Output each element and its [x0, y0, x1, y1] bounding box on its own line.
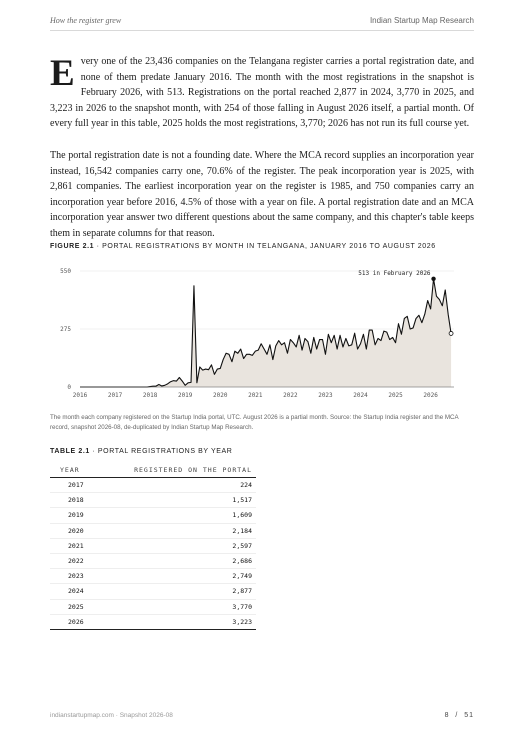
running-header-publisher: Indian Startup Map Research	[369, 16, 474, 25]
y-tick-label: 550	[60, 268, 71, 275]
figure-number: FIGURE 2.1	[50, 243, 95, 250]
x-tick-label: 2017	[107, 392, 123, 399]
paragraph-2: The portal registration date is not a founding date. Where the MCA record supplies an incorporation year instead, 16,542 companies carry one, 70.6% of the register. The peak incorporation year is 2025, with 2,861 companies. The earliest incorporation year on the register is 1985, and 750 companies carry an incorporation year before 2016, 4.5% of those with a year on file. A portal registration date and an MCA incorporation year answer two different questions about the same company, and this chapter's table keeps them in separate columns for that reason.	[50, 150, 474, 239]
footer-site: indianstartupmap.com · Snapshot 2026-08	[50, 712, 173, 719]
table-cell-year: 2022	[50, 553, 95, 568]
table-cell-year: 2024	[50, 584, 95, 599]
series-area	[80, 279, 451, 387]
table-cell-year: 2020	[50, 523, 95, 538]
table-cell-registered: 2,686	[95, 553, 256, 568]
x-tick-label: 2016	[72, 392, 88, 399]
x-tick-label: 2021	[248, 392, 263, 399]
table-cell-registered: 2,184	[95, 523, 256, 538]
table-cell-registered: 224	[95, 478, 256, 493]
x-tick-label: 2019	[177, 392, 193, 399]
table-row	[50, 614, 256, 629]
figure-caption	[50, 243, 436, 250]
x-tick-label: 2022	[283, 392, 298, 399]
figure-title: · PORTAL REGISTRATIONS BY MONTH IN TELANGANA, JANUARY 2016 TO AUGUST 2026	[94, 243, 436, 250]
peak-annotation: 513 in February 2026	[358, 269, 431, 277]
table-row	[50, 569, 256, 584]
table-row	[50, 493, 256, 508]
table-row	[50, 508, 256, 523]
table-row	[50, 523, 256, 538]
registrations-table	[50, 462, 256, 630]
table-header-row	[50, 462, 256, 478]
table-row	[50, 478, 256, 493]
paragraph-1-text: very one of the 23,436 companies on the Telangana register carries a portal registration date, and none of them predate January 2016. The month with the most registrations in the snapshot is February 2026, with 513. Registrations on the portal reached 2,877 in 2024, 3,770 in 2025, and 3,223 in 2026 to the snapshot month, with 254 of those falling in August 2026 itself, a partial month. Of every full year in this table, 2025 holds the most registrations, 3,770; 2026 has not run its full course yet.	[50, 56, 474, 129]
column-header-registered: REGISTERED ON THE PORTAL	[95, 462, 256, 478]
page-footer	[50, 712, 474, 724]
x-tick-label: 2024	[353, 392, 368, 399]
table-cell-year: 2023	[50, 569, 95, 584]
header-rule	[50, 30, 474, 31]
y-tick-label: 275	[60, 326, 71, 333]
table-row	[50, 538, 256, 553]
table-number: TABLE 2.1	[50, 448, 90, 455]
page-number	[445, 712, 474, 719]
running-header-title: How the register grew	[50, 16, 122, 25]
table-cell-year: 2025	[50, 599, 95, 614]
figure-source-note: The month each company registered on the Startup India portal, UTC. August 2026 is a partial month. Source: the Startup India register and the MCA record, snapshot 2026-08, de-duplicated by Indian Startup Map Research.	[50, 414, 459, 431]
table-cell-year: 2026	[50, 614, 95, 629]
x-tick-label: 2023	[318, 392, 333, 399]
table-cell-registered: 3,770	[95, 599, 256, 614]
page-total: 51	[464, 712, 474, 719]
x-tick-label: 2020	[213, 392, 228, 399]
x-tick-label: 2026	[423, 392, 438, 399]
table-cell-year: 2017	[50, 478, 95, 493]
page-separator: /	[455, 712, 459, 719]
column-header-year: YEAR	[50, 462, 95, 478]
table-cell-year: 2019	[50, 508, 95, 523]
table-title: · PORTAL REGISTRATIONS BY YEAR	[89, 448, 233, 455]
y-tick-label: 0	[67, 384, 71, 391]
table-cell-registered: 2,749	[95, 569, 256, 584]
table-cell-registered: 1,609	[95, 508, 256, 523]
table-cell-registered: 2,597	[95, 538, 256, 553]
paragraph-1	[50, 54, 474, 132]
peak-point	[431, 277, 435, 281]
registrations-chart	[40, 258, 474, 408]
table-cell-registered: 1,517	[95, 493, 256, 508]
table-caption	[50, 448, 232, 455]
table-cell-registered: 3,223	[95, 614, 256, 629]
drop-cap: E	[50, 53, 75, 94]
table-row	[50, 584, 256, 599]
page-current: 8	[444, 712, 450, 719]
x-tick-label: 2025	[388, 392, 403, 399]
running-header	[50, 16, 474, 30]
x-tick-label: 2018	[142, 392, 158, 399]
partial-month-point	[449, 331, 453, 335]
table-cell-year: 2021	[50, 538, 95, 553]
table-row	[50, 553, 256, 568]
table-row	[50, 599, 256, 614]
table-cell-year: 2018	[50, 493, 95, 508]
table-cell-registered: 2,877	[95, 584, 256, 599]
